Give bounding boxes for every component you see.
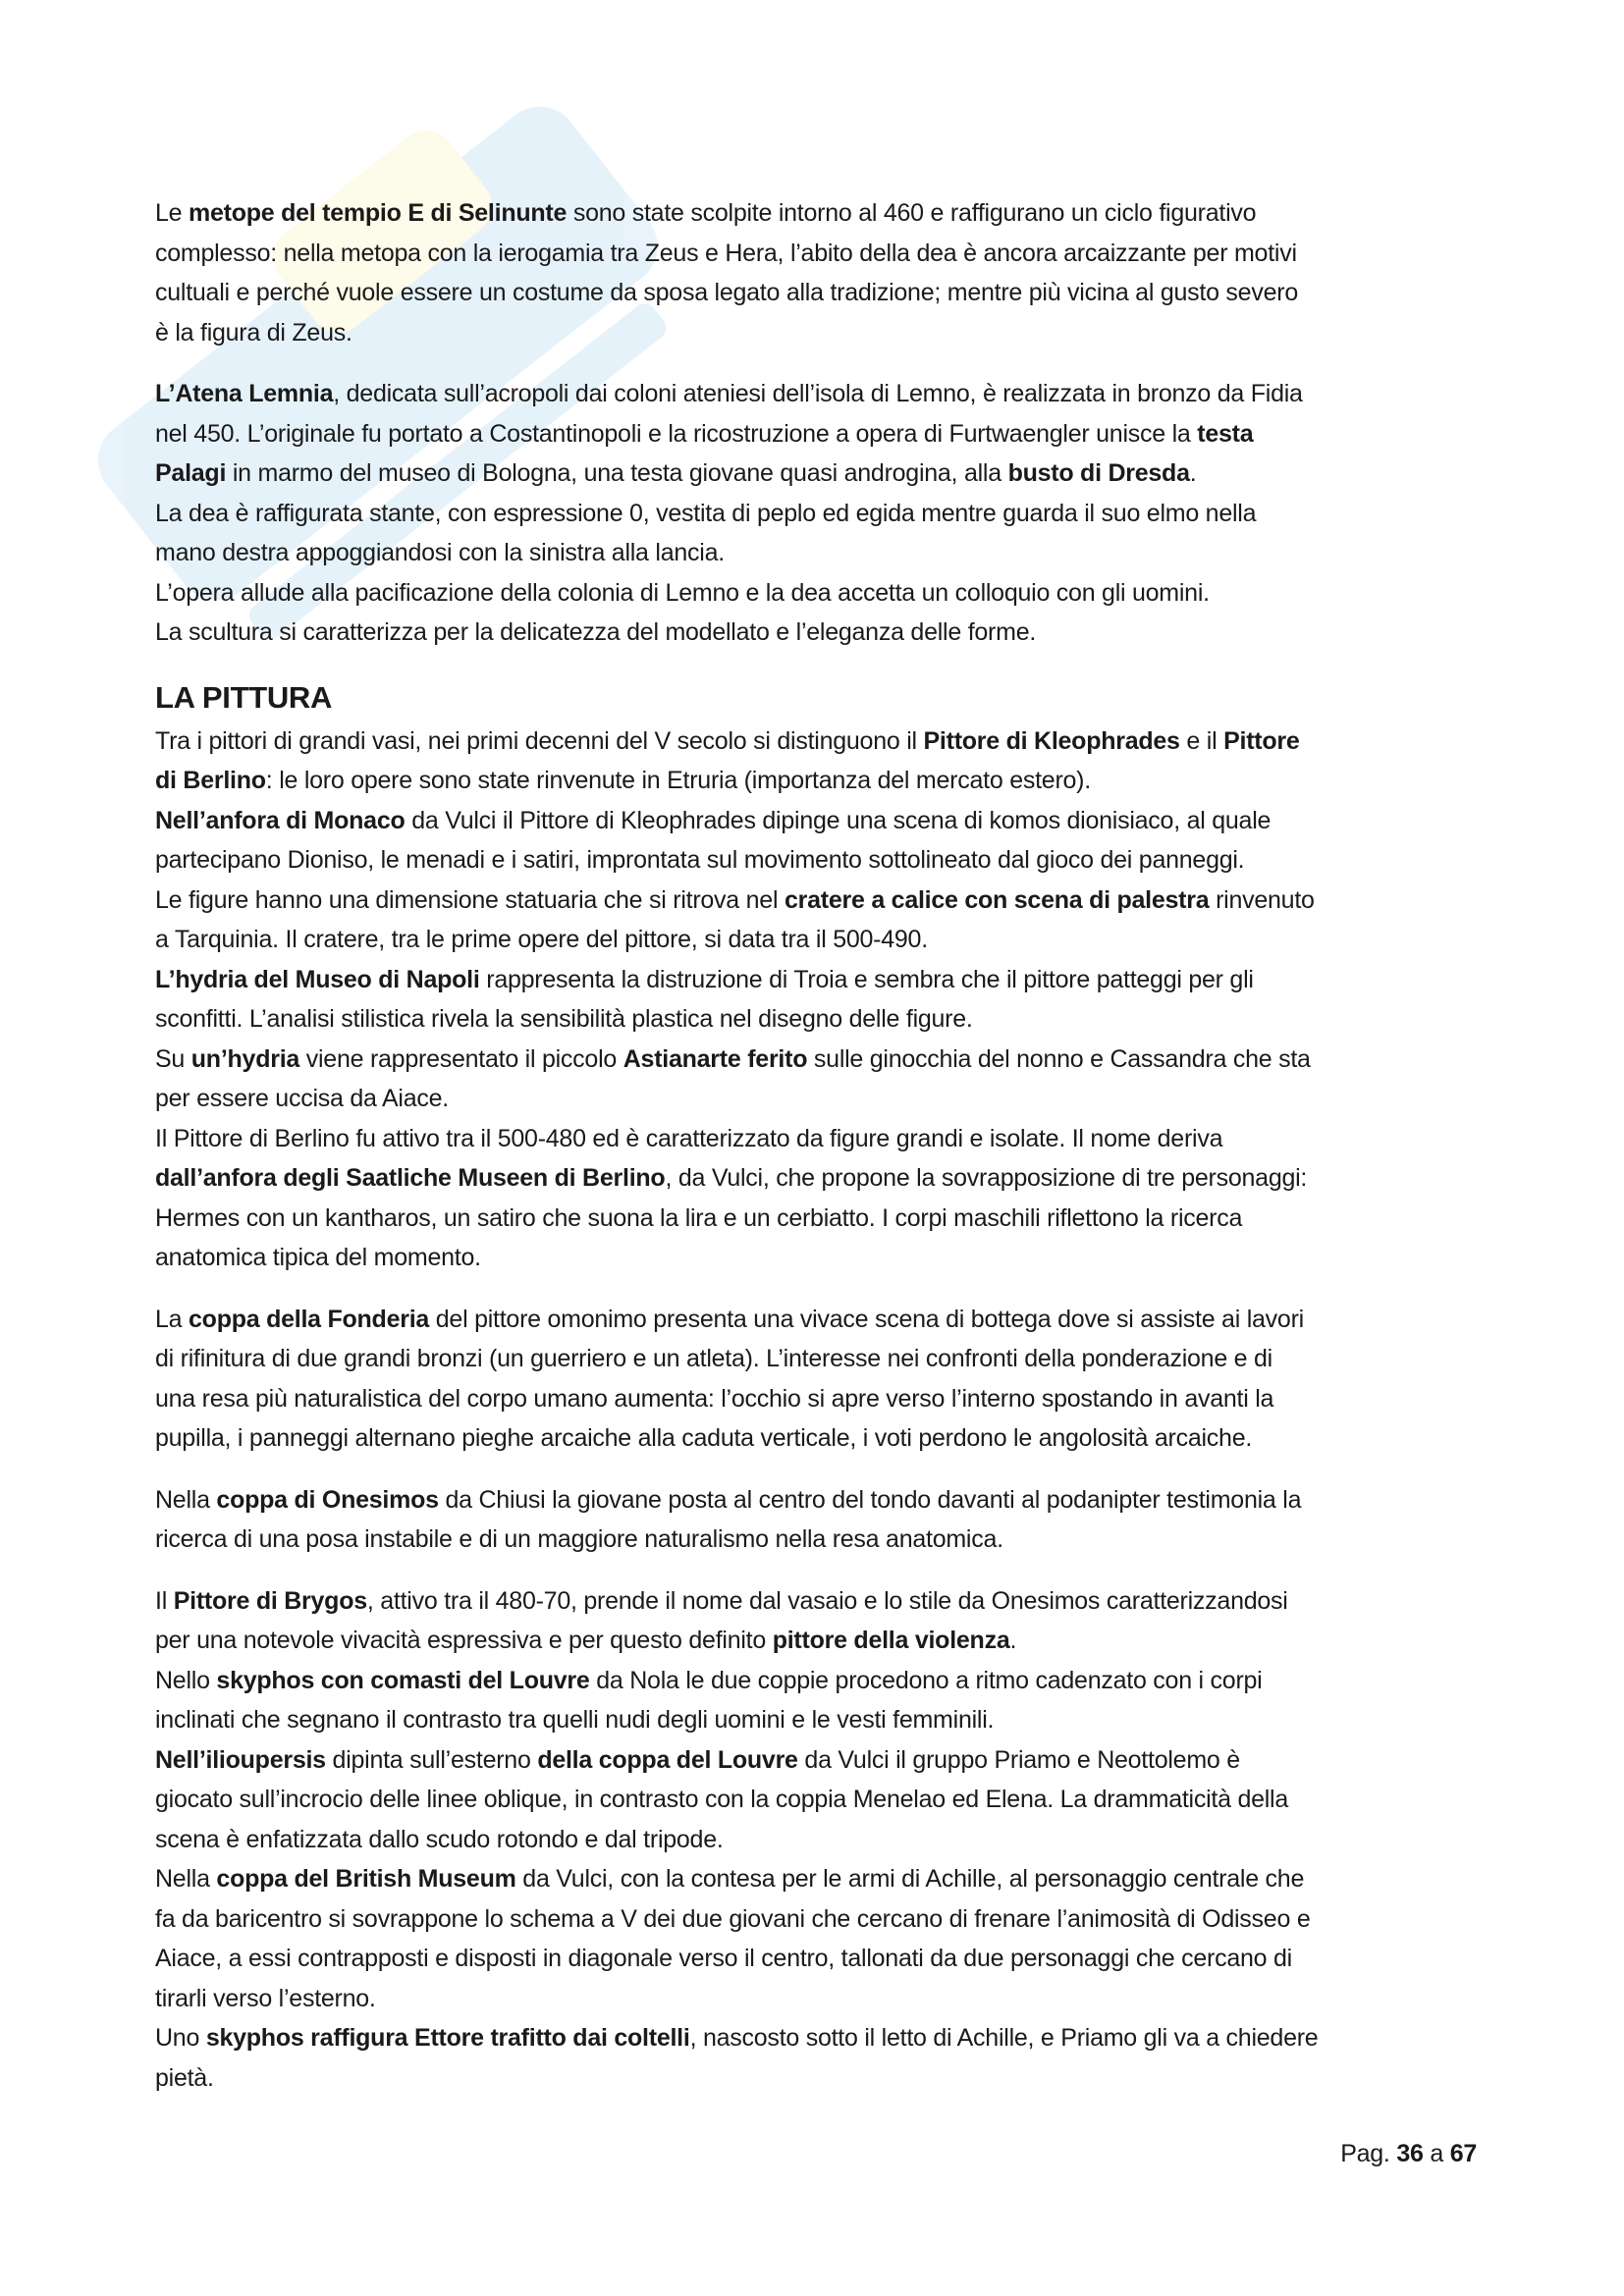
text-line (155, 1520, 1490, 1560)
bold-text: Nell’anfora di Monaco (155, 806, 406, 834)
text-line (155, 1859, 1490, 1899)
text-line (155, 1820, 1490, 1860)
text: cultuali e perché vuole essere un costume da sposa legato alla tradizione; mentre più vicina al gusto severo (155, 279, 1298, 306)
current-page: 36 (1396, 2140, 1424, 2167)
bold-text: L’hydria del Museo di Napoli (155, 965, 480, 993)
text: pietà. (155, 2063, 214, 2092)
text: Nello (155, 1666, 217, 1694)
text: per una notevole vivacità espressiva e per questo definito (155, 1627, 773, 1654)
text-line (155, 1979, 1490, 2019)
page-number (1340, 2140, 1477, 2168)
text: inclinati che segnano il contrasto tra quelli nudi degli uomini e le vesti femminili. (155, 1706, 995, 1734)
text: partecipano Dioniso, le menadi e i satiri, improntata sul movimento sottolineato dal gioco dei panneggi. (155, 846, 1245, 874)
section-sculpture (155, 193, 1490, 653)
text-line (155, 1199, 1490, 1239)
text-line (155, 1480, 1490, 1521)
text: Hermes con un kantharos, un satiro che suona la lira e un cerbiatto. I corpi maschili riflettono la ricerca (155, 1203, 1243, 1232)
text-line (155, 801, 1490, 841)
text: viene rappresentato il piccolo (299, 1044, 623, 1073)
text: rappresenta la distruzione di Troia e sembra che il pittore patteggi per gli (479, 965, 1254, 993)
text-line (155, 1238, 1490, 1278)
text: nel 450. L’originale fu portato a Costantinopoli e la ricostruzione a opera di Furtwaengler unisce la (155, 419, 1198, 448)
page-label: Pag. (1340, 2140, 1397, 2167)
bold-text: busto di Dresda (1007, 459, 1190, 487)
text: per essere uccisa da Aiace. (155, 1085, 449, 1112)
text: , attivo tra il 480-70, prende il nome dal vasaio e lo stile da Onesimos caratterizzandosi (366, 1586, 1288, 1615)
text: . (1009, 1627, 1017, 1654)
text-line (155, 1379, 1490, 1419)
bold-text: L’Atena Lemnia (155, 380, 334, 407)
paragraph (155, 721, 1490, 1278)
text-line (155, 920, 1490, 960)
text: Le figure hanno una dimensione statuaria che si ritrova nel (155, 885, 785, 914)
text: è la figura di Zeus. (155, 318, 352, 347)
text: da Vulci il gruppo Priamo e Neottolemo è (797, 1745, 1240, 1774)
text-line (155, 613, 1490, 653)
text-line (155, 2058, 1490, 2099)
paragraph (155, 193, 1490, 352)
bold-text: un’hydria (190, 1044, 300, 1073)
text: e il (1179, 726, 1224, 755)
bold-text: dall’anfora degli Saatliche Museen di Berlino (155, 1164, 666, 1192)
text: , nascosto sotto il letto di Achille, e Priamo gli va a chiedere (689, 2024, 1319, 2052)
total-pages: 67 (1449, 2140, 1477, 2167)
text-line (155, 1339, 1490, 1379)
text: del pittore omonimo presenta una vivace scena di bottega dove si assiste ai lavori (429, 1305, 1304, 1333)
bold-text: skyphos con comasti del Louvre (216, 1666, 590, 1694)
bold-text: testa (1197, 419, 1254, 448)
text-line (155, 1780, 1490, 1820)
text: di rifinitura di due grandi bronzi (un guerriero e un atleta). L’interesse nei confronti della ponderazione e di (155, 1345, 1272, 1372)
text-line (155, 999, 1490, 1040)
text-line (155, 494, 1490, 534)
text: a Tarquinia. Il cratere, tra le prime opere del pittore, si data tra il 500-490. (155, 926, 928, 953)
text: in marmo del museo di Bologna, una testa giovane quasi androgina, alla (226, 459, 1008, 487)
text: . (1189, 459, 1197, 487)
text-line (155, 273, 1490, 313)
bold-text: Pittore di Kleophrades (923, 726, 1180, 755)
text: Su (155, 1044, 191, 1073)
text: da Chiusi la giovane posta al centro del tondo davanti al podanipter testimonia la (438, 1485, 1302, 1514)
text-line (155, 1700, 1490, 1740)
text-line (155, 1740, 1490, 1781)
text: Uno (155, 2024, 206, 2052)
text: Nella (155, 1865, 217, 1893)
text-line (155, 234, 1490, 274)
bold-text: cratere a calice con scena di palestra (784, 885, 1210, 914)
text: ricerca di una posa instabile e di un maggiore naturalismo nella resa anatomica. (155, 1525, 1003, 1553)
text: Il (155, 1586, 174, 1615)
text: : le loro opere sono state rinvenute in Etruria (importanza del mercato estero). (265, 767, 1091, 794)
paragraph (155, 1581, 1490, 2099)
text-line (155, 960, 1490, 1000)
text-line (155, 533, 1490, 573)
text: , dedicata sull’acropoli dai coloni ateniesi dell’isola di Lemno, è realizzata in bronzo da Fidia (333, 380, 1303, 407)
text: L’opera allude alla pacificazione della colonia di Lemno e la dea accetta un colloquio con gli uomini. (155, 578, 1210, 607)
text-line (155, 1581, 1490, 1622)
text: giocato sull’incrocio delle linee oblique, in contrasto con la coppia Menelao ed Elena. La drammaticità della (155, 1786, 1289, 1813)
document-body (155, 193, 1490, 2098)
text: pupilla, i panneggi alternano pieghe arcaiche alla caduta verticale, i voti perdono le angolosità arcaiche. (155, 1424, 1253, 1452)
text: da Vulci, con la contesa per le armi di Achille, al personaggio centrale che (515, 1865, 1305, 1893)
text-line (155, 1621, 1490, 1661)
text-line (155, 414, 1490, 454)
paragraph (155, 374, 1490, 653)
paragraph (155, 1480, 1490, 1560)
bold-text: Pittore di Brygos (173, 1586, 367, 1615)
text-line (155, 1040, 1490, 1080)
text: sono state scolpite intorno al 460 e raffigurano un ciclo figurativo (567, 199, 1257, 227)
text-line (155, 573, 1490, 614)
bold-text: skyphos raffigura Ettore trafitto dai coltelli (205, 2024, 690, 2052)
text: dipinta sull’esterno (325, 1745, 538, 1774)
bold-text: Palagi (155, 459, 227, 487)
text: La scultura si caratterizza per la delicatezza del modellato e l’eleganza delle forme. (155, 618, 1037, 646)
text-line (155, 1300, 1490, 1340)
text: scena è enfatizzata dallo scudo rotondo e dal tripode. (155, 1825, 724, 1853)
text: Le (155, 199, 189, 227)
text-line (155, 374, 1490, 414)
section-painting (155, 721, 1490, 2099)
text: Tra i pittori di grandi vasi, nei primi decenni del V secolo si distinguono il (155, 726, 924, 755)
text-line (155, 1899, 1490, 1940)
page-separator: a (1423, 2140, 1450, 2167)
text-line (155, 2018, 1490, 2058)
text: sulle ginocchia del nonno e Cassandra che sta (807, 1044, 1311, 1073)
text-line (155, 1119, 1490, 1159)
bold-text: coppa di Onesimos (216, 1485, 439, 1514)
text-line (155, 761, 1490, 801)
text: mano destra appoggiandosi con la sinistra alla lancia. (155, 539, 725, 566)
text: da Nola le due coppie procedono a ritmo cadenzato con i corpi (589, 1666, 1263, 1694)
bold-text: di Berlino (155, 767, 266, 794)
text-line (155, 1939, 1490, 1979)
text: , da Vulci, che propone la sovrapposizione di tre personaggi: (665, 1164, 1308, 1192)
text-line (155, 1418, 1490, 1459)
text: Il Pittore di Berlino fu attivo tra il 500-480 ed è caratterizzato da figure grandi e isolate. Il nome deriva (155, 1124, 1223, 1152)
text-line (155, 193, 1490, 234)
section-heading: LA PITTURA (155, 679, 333, 715)
text-line (155, 454, 1490, 494)
text: tirarli verso l’esterno. (155, 1984, 376, 2012)
text-line (155, 1158, 1490, 1199)
bold-text: Pittore (1223, 726, 1300, 755)
text-line (155, 313, 1490, 353)
bold-text: coppa della Fonderia (189, 1305, 430, 1333)
bold-text: Nell’ilioupersis (155, 1745, 326, 1774)
text: rinvenuto (1209, 885, 1315, 914)
text: complesso: nella metopa con la ierogamia tra Zeus e Hera, l’abito della dea è ancora arcaizzante per motivi (155, 239, 1297, 267)
text: La (155, 1305, 189, 1333)
bold-text: coppa del British Museum (216, 1865, 516, 1893)
text-line (155, 1661, 1490, 1701)
text: una resa più naturalistica del corpo umano aumenta: l’occhio si apre verso l’interno spostando in avanti la (155, 1384, 1274, 1413)
text-line (155, 881, 1490, 921)
text: Nella (155, 1485, 217, 1514)
bold-text: Astianarte ferito (623, 1044, 808, 1073)
text: fa da baricentro si sovrappone lo schema a V dei due giovani che cercano di frenare l’animosità di Odisseo e (155, 1904, 1311, 1933)
text-line (155, 1079, 1490, 1119)
bold-text: metope del tempio E di Selinunte (189, 199, 568, 227)
text: Aiace, a essi contrapposti e disposti in diagonale verso il centro, tallonati da due personaggi che cercano di (155, 1945, 1292, 1972)
text: da Vulci il Pittore di Kleophrades dipinge una scena di komos dionisiaco, al quale (405, 806, 1272, 834)
bold-text: pittore della violenza (772, 1627, 1010, 1654)
bold-text: della coppa del Louvre (537, 1745, 798, 1774)
text: sconfitti. L’analisi stilistica rivela la sensibilità plastica nel disegno delle figure. (155, 1005, 973, 1033)
text-line (155, 840, 1490, 881)
text: La dea è raffigurata stante, con espressione 0, vestita di peplo ed egida mentre guarda il suo elmo nella (155, 499, 1257, 527)
text: anatomica tipica del momento. (155, 1244, 481, 1271)
text-line (155, 721, 1490, 762)
paragraph (155, 1300, 1490, 1459)
